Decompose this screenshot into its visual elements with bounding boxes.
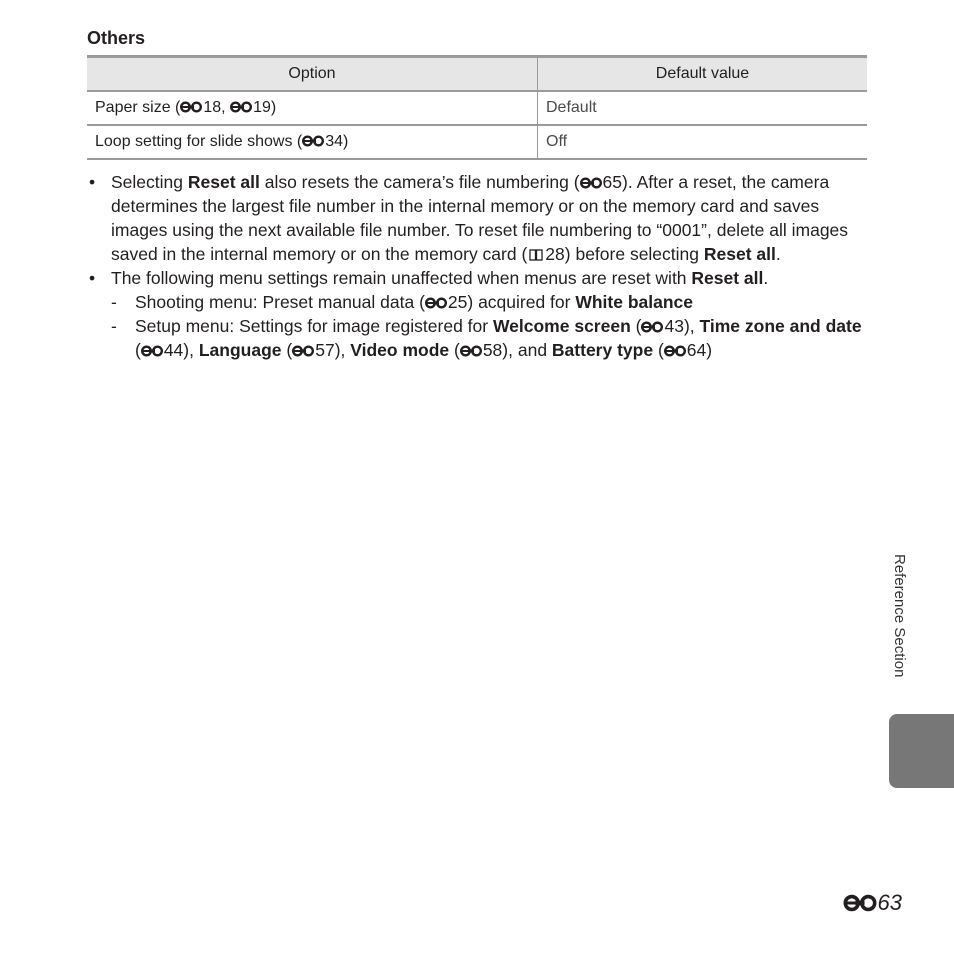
dash-icon: - — [111, 292, 117, 312]
text: ), — [334, 340, 351, 360]
page-ref: 18 — [203, 99, 222, 116]
section-heading: Others — [87, 28, 146, 48]
separator: , — [221, 99, 231, 116]
default-value-cell: Default — [538, 91, 868, 125]
text: Setup menu: Settings for image registered for — [135, 316, 493, 336]
reference-section-icon — [580, 177, 602, 189]
book-icon — [529, 248, 543, 262]
text: ( — [449, 340, 460, 360]
text: . — [763, 268, 769, 288]
menu-item-name: Video mode — [350, 340, 450, 360]
option-cell — [87, 125, 538, 159]
menu-item-name: Language — [198, 340, 282, 360]
text: ). After a reset, the camera determines the largest file number in the internal memory or on the memory card and saves images using the next available file number. To reset file numbering to “0001”, delete all images saved in the internal memory or on the memory card ( — [111, 172, 849, 264]
page-ref: 64 — [686, 340, 707, 360]
list-item — [87, 266, 869, 290]
reference-section-icon — [460, 345, 482, 357]
page-ref: 65 — [602, 172, 622, 192]
reference-section-icon — [425, 297, 447, 309]
page-ref: 43 — [664, 316, 684, 336]
menu-item-name: Time zone and date — [699, 316, 862, 336]
reference-section-icon — [230, 101, 252, 113]
text: Shooting menu: Preset manual data ( — [135, 292, 425, 312]
notes-list — [87, 170, 869, 362]
menu-item-name: Reset all — [691, 268, 764, 288]
page-ref: 44 — [163, 340, 184, 360]
menu-item-name: Welcome screen — [492, 316, 631, 336]
text: also resets the camera’s file numbering ( — [259, 172, 580, 192]
defaults-table — [87, 55, 867, 160]
reference-section-icon — [641, 321, 663, 333]
page-number-value: 63 — [877, 890, 902, 915]
menu-item-name: Reset all — [703, 244, 776, 264]
column-header-option: Option — [87, 57, 538, 92]
text: ), — [183, 340, 199, 360]
text: ) — [706, 340, 713, 360]
menu-item-name: Reset all — [187, 172, 260, 192]
text: ( — [653, 340, 664, 360]
table-header-row — [87, 57, 867, 92]
text: ( — [135, 340, 141, 360]
text: ( — [630, 316, 642, 336]
close-paren: ) — [270, 99, 277, 116]
text: Selecting — [111, 172, 188, 192]
page-ref: 25 — [447, 292, 468, 312]
option-text: Paper size ( — [95, 99, 181, 116]
menu-item-name: Battery type — [551, 340, 654, 360]
option-text: Loop setting for slide shows ( — [95, 133, 303, 150]
close-paren: ) — [343, 133, 349, 150]
sub-list-item — [87, 314, 869, 362]
page-ref: 19 — [253, 99, 271, 116]
reference-section-icon — [664, 345, 686, 357]
option-cell — [87, 91, 538, 125]
bullet-icon: • — [89, 172, 96, 192]
section-tab — [889, 714, 954, 788]
text: . — [775, 244, 781, 264]
reference-section-icon — [843, 894, 877, 912]
menu-item-name: White balance — [575, 292, 694, 312]
page-ref: 34 — [325, 133, 344, 150]
text: ), — [683, 316, 700, 336]
bullet-icon: • — [89, 268, 96, 288]
table-row — [87, 91, 867, 125]
text: ) before selecting — [564, 244, 704, 264]
dash-icon: - — [111, 316, 117, 336]
sub-list-item — [87, 290, 869, 314]
default-value-cell: Off — [538, 125, 868, 159]
column-header-default-value: Default value — [538, 57, 868, 92]
page-number — [843, 890, 902, 916]
text: ( — [281, 340, 293, 360]
list-item — [87, 170, 869, 266]
reference-section-icon — [180, 101, 202, 113]
table-row — [87, 125, 867, 159]
page-ref: 58 — [482, 340, 503, 360]
page-ref: 28 — [545, 244, 565, 264]
side-section-label: Reference Section — [891, 554, 908, 678]
text: ) acquired for — [467, 292, 576, 312]
page-ref: 57 — [315, 340, 335, 360]
reference-section-icon — [292, 345, 314, 357]
text: The following menu settings remain unaffected when menus are reset with — [111, 268, 692, 288]
reference-section-icon — [302, 135, 324, 147]
text: ), and — [502, 340, 552, 360]
reference-section-icon — [141, 345, 163, 357]
